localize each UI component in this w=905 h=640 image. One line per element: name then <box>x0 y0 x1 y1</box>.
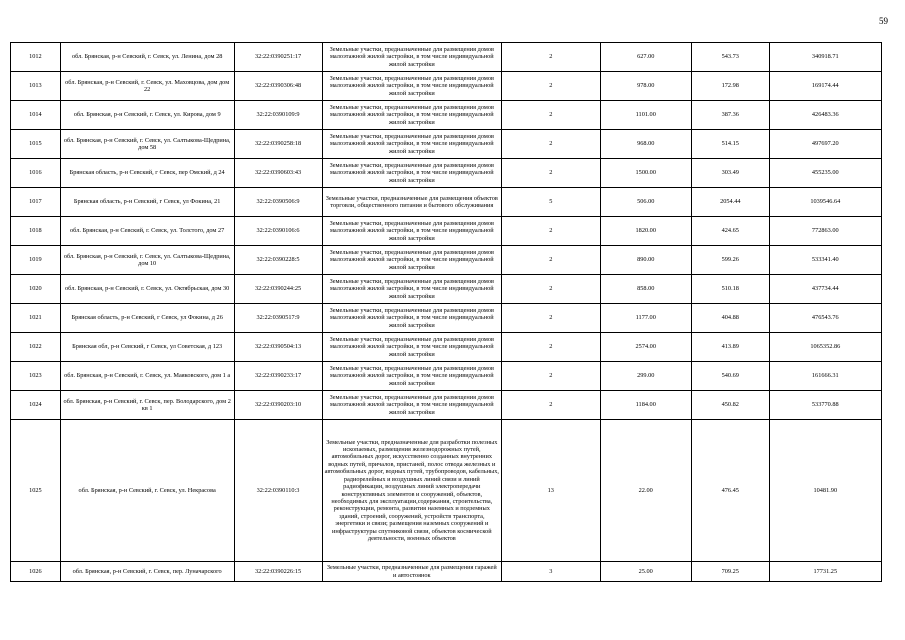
address-cell: обл. Брянская, р-н Севский, г. Севск, пер. Володарского, дом 2 кв 1 <box>60 391 234 420</box>
cadastral-number-cell: 32:22:0390233:17 <box>234 362 322 391</box>
table-row <box>11 362 882 391</box>
area-cell: 1177.00 <box>600 304 692 333</box>
address-cell: обл. Брянская, р-н Севский, г. Севск, ул. Кирова, дом 9 <box>60 101 234 130</box>
cadastral-value-cell: 533341.40 <box>769 246 881 275</box>
table-row <box>11 188 882 217</box>
area-cell: 890.00 <box>600 246 692 275</box>
cadastral-value-cell: 340918.71 <box>769 43 881 72</box>
use-group-cell: 2 <box>502 275 600 304</box>
area-cell: 627.00 <box>600 43 692 72</box>
table-row <box>11 562 882 582</box>
table-row <box>11 43 882 72</box>
use-group-cell: 2 <box>502 130 600 159</box>
use-group-cell: 2 <box>502 43 600 72</box>
address-cell: Брянская обл, р-н Севский, г Севск, ул Советская, д 123 <box>60 333 234 362</box>
specific-value-cell: 709.25 <box>692 562 770 582</box>
specific-value-cell: 413.89 <box>692 333 770 362</box>
area-cell: 299.00 <box>600 362 692 391</box>
cadastral-number-cell: 32:22:0390517:9 <box>234 304 322 333</box>
permitted-use-cell: Земельные участки, предназначенные для размещения домов малоэтажной жилой застройки, в том числе индивидуальной жилой застройки <box>322 217 502 246</box>
area-cell: 858.00 <box>600 275 692 304</box>
cadastral-value-cell: 437734.44 <box>769 275 881 304</box>
cadastral-value-cell: 497697.20 <box>769 130 881 159</box>
permitted-use-cell: Земельные участки, предназначенные для размещения домов малоэтажной жилой застройки, в том числе индивидуальной жилой застройки <box>322 246 502 275</box>
address-cell: обл. Брянская, р-н Севский, г. Севск, ул. Некрасова <box>60 420 234 562</box>
table-row <box>11 159 882 188</box>
cadastral-number-cell: 32:22:0390603:43 <box>234 159 322 188</box>
specific-value-cell: 510.18 <box>692 275 770 304</box>
cadastral-value-cell: 455235.00 <box>769 159 881 188</box>
address-cell: обл. Брянская, р-н Севский, г. Севск, ул. Ленина, дом 28 <box>60 43 234 72</box>
use-group-cell: 2 <box>502 391 600 420</box>
land-registry-table <box>10 42 882 582</box>
cadastral-number-cell: 32:22:0390504:13 <box>234 333 322 362</box>
address-cell: обл. Брянская, р-н Севский, г. Севск, ул. Салтыкова-Щедрина, дом 58 <box>60 130 234 159</box>
row-number: 1012 <box>11 43 61 72</box>
use-group-cell: 2 <box>502 72 600 101</box>
use-group-cell: 13 <box>502 420 600 562</box>
cadastral-number-cell: 32:22:0390110:3 <box>234 420 322 562</box>
use-group-cell: 2 <box>502 362 600 391</box>
area-cell: 978.00 <box>600 72 692 101</box>
specific-value-cell: 476.45 <box>692 420 770 562</box>
permitted-use-cell: Земельные участки, предназначенные для размещения домов малоэтажной жилой застройки, в том числе индивидуальной жилой застройки <box>322 72 502 101</box>
specific-value-cell: 303.49 <box>692 159 770 188</box>
specific-value-cell: 514.15 <box>692 130 770 159</box>
row-number: 1019 <box>11 246 61 275</box>
permitted-use-cell: Земельные участки, предназначенные для размещения домов малоэтажной жилой застройки, в том числе индивидуальной жилой застройки <box>322 275 502 304</box>
row-number: 1013 <box>11 72 61 101</box>
row-number: 1018 <box>11 217 61 246</box>
area-cell: 1820.00 <box>600 217 692 246</box>
specific-value-cell: 387.36 <box>692 101 770 130</box>
permitted-use-cell: Земельные участки, предназначенные для размещения объектов торговли, общественного питания и бытового обслуживания <box>322 188 502 217</box>
table-row <box>11 420 882 562</box>
use-group-cell: 2 <box>502 246 600 275</box>
cadastral-number-cell: 32:22:0390106:6 <box>234 217 322 246</box>
use-group-cell: 2 <box>502 217 600 246</box>
area-cell: 1101.00 <box>600 101 692 130</box>
address-cell: обл. Брянская, р-н Севский, г. Севск, ул. Толстого, дом 27 <box>60 217 234 246</box>
specific-value-cell: 540.69 <box>692 362 770 391</box>
table-row <box>11 304 882 333</box>
specific-value-cell: 543.73 <box>692 43 770 72</box>
row-number: 1024 <box>11 391 61 420</box>
area-cell: 1500.00 <box>600 159 692 188</box>
permitted-use-cell: Земельные участки, предназначенные для размещения домов малоэтажной жилой застройки, в том числе индивидуальной жилой застройки <box>322 101 502 130</box>
row-number: 1026 <box>11 562 61 582</box>
table-row <box>11 130 882 159</box>
address-cell: обл. Брянская, р-н Севский, г. Севск, ул. Маяковского, дом 1 а <box>60 362 234 391</box>
area-cell: 2574.00 <box>600 333 692 362</box>
specific-value-cell: 450.82 <box>692 391 770 420</box>
cadastral-value-cell: 10481.90 <box>769 420 881 562</box>
use-group-cell: 5 <box>502 188 600 217</box>
permitted-use-cell: Земельные участки, предназначенные для размещения домов малоэтажной жилой застройки, в том числе индивидуальной жилой застройки <box>322 391 502 420</box>
use-group-cell: 2 <box>502 333 600 362</box>
table-row <box>11 101 882 130</box>
page-number: 59 <box>879 16 888 26</box>
address-cell: обл. Брянская, р-н Севский, г. Севск, ул. Октябрьская, дом 30 <box>60 275 234 304</box>
table-row <box>11 72 882 101</box>
cadastral-number-cell: 32:22:0390306:48 <box>234 72 322 101</box>
cadastral-number-cell: 32:22:0390244:25 <box>234 275 322 304</box>
table-row <box>11 333 882 362</box>
row-number: 1020 <box>11 275 61 304</box>
cadastral-number-cell: 32:22:0390203:10 <box>234 391 322 420</box>
address-cell: обл. Брянская, р-н Севский, г. Севск, ул. Маховцова, дом дом 22 <box>60 72 234 101</box>
address-cell: Брянская область, р-н Севский, г Севск, пер Омский, д 24 <box>60 159 234 188</box>
table-row <box>11 275 882 304</box>
use-group-cell: 2 <box>502 304 600 333</box>
permitted-use-cell: Земельные участки, предназначенные для разработки полезных ископаемых, размещения железнодорожных путей, автомобильных дорог, искусственно созданных внутренних водных путей, причалов, пристаней, полос отвода железных и автомобильных дорог, водных путей, трубопроводов, кабельных, радиорелейных и воздушных линий связи и линий радиофикации, воздушных линий электропередачи конструктивных элементов и сооружений, объектов, необходимых для эксплуатации,содержания, строительства, реконструкции, ремонта, развития наземных и подземных зданий, строений, сооружений, устройств транспорта, энергетики и связи; размещения наземных сооружений и инфраструктуры спутниковой связи, объектов космической деятельности, военных объектов <box>322 420 502 562</box>
cadastral-value-cell: 169174.44 <box>769 72 881 101</box>
area-cell: 22.00 <box>600 420 692 562</box>
cadastral-value-cell: 1065352.86 <box>769 333 881 362</box>
table-row <box>11 246 882 275</box>
permitted-use-cell: Земельные участки, предназначенные для размещения домов малоэтажной жилой застройки, в том числе индивидуальной жилой застройки <box>322 362 502 391</box>
cadastral-number-cell: 32:22:0390506:9 <box>234 188 322 217</box>
area-cell: 506.00 <box>600 188 692 217</box>
cadastral-value-cell: 161666.31 <box>769 362 881 391</box>
row-number: 1025 <box>11 420 61 562</box>
cadastral-value-cell: 772863.00 <box>769 217 881 246</box>
table-row <box>11 391 882 420</box>
permitted-use-cell: Земельные участки, предназначенные для размещения гаражей и автостоянок <box>322 562 502 582</box>
permitted-use-cell: Земельные участки, предназначенные для размещения домов малоэтажной жилой застройки, в том числе индивидуальной жилой застройки <box>322 304 502 333</box>
row-number: 1022 <box>11 333 61 362</box>
row-number: 1017 <box>11 188 61 217</box>
area-cell: 1184.00 <box>600 391 692 420</box>
table-row <box>11 217 882 246</box>
specific-value-cell: 172.98 <box>692 72 770 101</box>
address-cell: Брянская область, р-н Севский, г Севск, ул Фокина, д 26 <box>60 304 234 333</box>
address-cell: обл. Брянская, р-н Севский, г. Севск, пер. Луначарского <box>60 562 234 582</box>
permitted-use-cell: Земельные участки, предназначенные для размещения домов малоэтажной жилой застройки, в том числе индивидуальной жилой застройки <box>322 130 502 159</box>
cadastral-value-cell: 426483.36 <box>769 101 881 130</box>
cadastral-value-cell: 17731.25 <box>769 562 881 582</box>
use-group-cell: 2 <box>502 159 600 188</box>
row-number: 1023 <box>11 362 61 391</box>
use-group-cell: 2 <box>502 101 600 130</box>
row-number: 1014 <box>11 101 61 130</box>
cadastral-value-cell: 1039546.64 <box>769 188 881 217</box>
area-cell: 25.00 <box>600 562 692 582</box>
cadastral-value-cell: 533770.88 <box>769 391 881 420</box>
row-number: 1015 <box>11 130 61 159</box>
permitted-use-cell: Земельные участки, предназначенные для размещения домов малоэтажной жилой застройки, в том числе индивидуальной жилой застройки <box>322 333 502 362</box>
specific-value-cell: 2054.44 <box>692 188 770 217</box>
specific-value-cell: 424.65 <box>692 217 770 246</box>
cadastral-number-cell: 32:22:0390226:15 <box>234 562 322 582</box>
cadastral-number-cell: 32:22:0390228:5 <box>234 246 322 275</box>
cadastral-value-cell: 476543.76 <box>769 304 881 333</box>
specific-value-cell: 599.26 <box>692 246 770 275</box>
row-number: 1021 <box>11 304 61 333</box>
cadastral-number-cell: 32:22:0390258:18 <box>234 130 322 159</box>
cadastral-number-cell: 32:22:0390109:9 <box>234 101 322 130</box>
address-cell: Брянская область, р-н Севский, г Севск, ул Фокина, 21 <box>60 188 234 217</box>
cadastral-number-cell: 32:22:0390251:17 <box>234 43 322 72</box>
permitted-use-cell: Земельные участки, предназначенные для размещения домов малоэтажной жилой застройки, в том числе индивидуальной жилой застройки <box>322 159 502 188</box>
use-group-cell: 3 <box>502 562 600 582</box>
specific-value-cell: 404.88 <box>692 304 770 333</box>
area-cell: 968.00 <box>600 130 692 159</box>
row-number: 1016 <box>11 159 61 188</box>
permitted-use-cell: Земельные участки, предназначенные для размещения домов малоэтажной жилой застройки, в том числе индивидуальной жилой застройки <box>322 43 502 72</box>
address-cell: обл. Брянская, р-н Севский, г. Севск, ул. Салтыкова-Щедрина, дом 10 <box>60 246 234 275</box>
